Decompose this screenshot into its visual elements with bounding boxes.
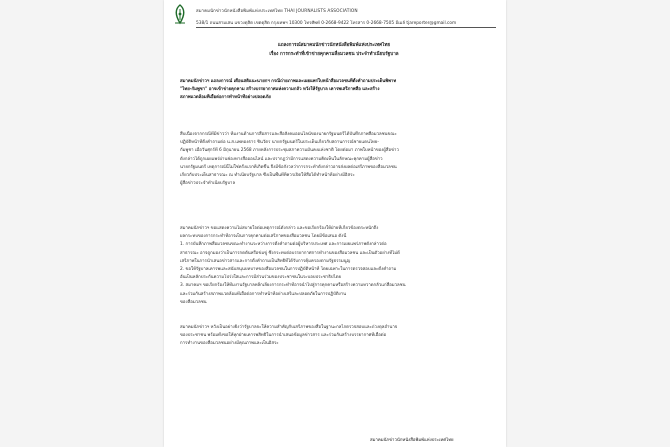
paragraph-line: "ไทย-กัมพูชา" อาจเข้าข่ายคุกคาม สร้างบรรยากาศแห่งความกลัว หวังให้รัฐบาล เคารพเสรีภาพสื่อ และสร้าง [180,87,380,93]
statement-title-line2: เรื่อง การกระทำที่เข้าข่ายคุกคามสื่อมวลชน ประจำทำเนียบรัฐบาล [269,52,399,57]
signature-line: สมาคมนักข่าวนักหนังสือพิมพ์แห่งประเทศไทย [370,438,454,443]
association-logo [172,3,188,25]
paragraph-line: และร่วมกันสร้างสภาพแวดล้อมที่เอื้อต่อการทำหน้าที่อย่างเสรีและปลอดภัยในการปฏิบัติงาน [180,291,347,297]
paragraph-line: นายกรัฐมนตรี เหตุการณ์นี้ไม่ใช่ครั้งแรกที่เกิดขึ้น จึงมีข้อกังวลว่าการกระทำดังกล่าวอาจส่งผลต่อเสรีภาพของสื่อมวลชน [180,164,397,170]
paragraph-line: ปฏิบัติหน้าที่ตั้งคำถามต่อ น.ส.แพทองธาร ชินวัตร นายกรัฐมนตรีในประเด็นเกี่ยวกับสถานการณ์ชายแดนไทย- [180,140,379,146]
paragraph-line: เสรีภาพในการนำเสนอข่าวสารและการตั้งคำถามเป็นสิทธิที่ได้รับการคุ้มครองตามรัฐธรรมนูญ [180,258,351,264]
paragraph-line: การทำงานของสื่อมวลชนอย่างมีคุณภาพและเป็นอิสระ [180,341,279,347]
background-paragraph [180,131,496,188]
paragraph-line: ของประชาชน พร้อมทั้งขอให้ทุกฝ่ายเคารพสิทธิในการนำเสนอข้อมูลข่าวสาร และร่วมกันสร้างบรรยากาศที่เอื้อต่อ [180,333,387,339]
letterhead-org-line: สมาคมนักข่าวนักหนังสือพิมพ์แห่งประเทศไทย THAI JOURNALISTS ASSOCIATION [196,9,358,14]
demands-paragraph [180,225,496,307]
paragraph-line: สาธารณะ อาจถูกมองว่าเป็นการกดดันหรือข่มขู่ ซึ่งกระทบต่อบรรยากาศการทำงานของสื่อมวลชน และเป็นตัวอย่างที่ไม่ดี [180,250,400,256]
paragraph-line: สืบเนื่องจากกรณีที่มีข่าวว่า ทีมงานด้านการสื่อสารและสื่อสังคมออนไลน์ของนายกรัฐมนตรีได้บันทึกภาพสื่อมวลชนขณะ [180,132,397,137]
lead-paragraph [180,78,496,103]
paragraph-line: สมาคมนักข่าวฯ แถลงการณ์ เตือนสติแนะนายกฯ กรณีถ่ายภาพและเผยแพร่ใบหน้าสื่อมวลชนที่ตั้งคำถามประเด็นพิพาท [180,79,397,84]
paragraph-line: 1. การบันทึกภาพสื่อมวลชนขณะทำงานระหว่างการตั้งคำถามต่อผู้บริหารประเทศ และการเผยแพร่ภาพดังกล่าวต่อ [180,242,387,248]
paragraph-line: ของสื่อมวลชน [180,299,207,305]
paragraph-line: อันเป็นหลักประกันความโปร่งใสและการมีส่วนร่วมของประชาชนในระบอบประชาธิปไตย [180,275,342,281]
paragraph-line: 2. ขอให้รัฐบาลเคารพและสนับสนุนบทบาทของสื่อมวลชนในการปฏิบัติหน้าที่ โดยเฉพาะในการตรวจสอบและตั้งคำถาม [180,267,397,273]
statement-title-line1: แถลงการณ์สมาคมนักข่าวนักหนังสือพิมพ์แห่งประเทศไทย [277,43,391,48]
paragraph-line: ผลกระทบของการกระทำที่อาจเป็นการคุกคามต่อเสรีภาพของสื่อมวลชน โดยมีข้อเสนอ ดังนี้ [180,234,347,240]
paragraph-line: เกี่ยวกับประเด็นสาธารณะ ณ ทำเนียบรัฐบาล ซึ่งเป็นพื้นที่ที่ควรเปิดให้สื่อได้ทำหน้าที่อย่างมีอิสระ [180,173,355,179]
paragraph-line: สมาคมนักข่าวฯ ขอแสดงความไม่สบายใจต่อเหตุการณ์ดังกล่าว และขอเรียกร้องให้ฝ่ายที่เกี่ยวข้องตระหนักถึง [180,226,379,231]
letterhead-divider [196,27,496,28]
paragraph-line: 3. สมาคมฯ ขอเรียกร้องให้ทีมงานรัฐบาลหลีกเลี่ยงการกระทำที่อาจนำไปสู่การคุกคามหรือสร้างความหวาดกลัวแก่สื่อมวลชน [180,283,406,289]
closing-paragraph [180,324,496,349]
paragraph-line: ดังกล่าวได้ถูกเผยแพร่ผ่านช่องทางสื่อออนไลน์ และปรากฏว่ามีการแสดงความคิดเห็นในลักษณะคุกคามผู้สื่อข่าว [180,156,383,162]
letterhead-address-line: 538/1 ถนนสามเสน แขวงดุสิต เขตดุสิต กรุงเทพฯ 10300 โทรศัพท์ 0-2668-9422 โทรสาร 0-2668-7505 อีเมล์ tjareporter@gmail.com [196,21,457,26]
pen-nib-emblem-icon [172,3,188,25]
paragraph-line: กัมพูชา เมื่อวันศุกร์ที่ 6 มิถุนายน 2568 ภายหลังการประชุมสภาความมั่นคงแห่งชาติ โดยต่อมา ภาพใบหน้าของผู้สื่อข่าว [180,148,399,154]
document-page [164,0,506,447]
paragraph-line: ผู้สื่อข่าวประจำทำเนียบรัฐบาล [180,181,236,187]
paragraph-line: สมาคมนักข่าวฯ หวังเป็นอย่างยิ่งว่ารัฐบาลจะให้ความสำคัญกับเสรีภาพของสื่อในฐานะกลไกตรวจสอบและถ่วงดุลอำนาจ [180,325,398,330]
paragraph-line: สภาพแวดล้อมที่เอื้อต่อการทำหน้าที่อย่างปลอดภัย [180,95,271,101]
